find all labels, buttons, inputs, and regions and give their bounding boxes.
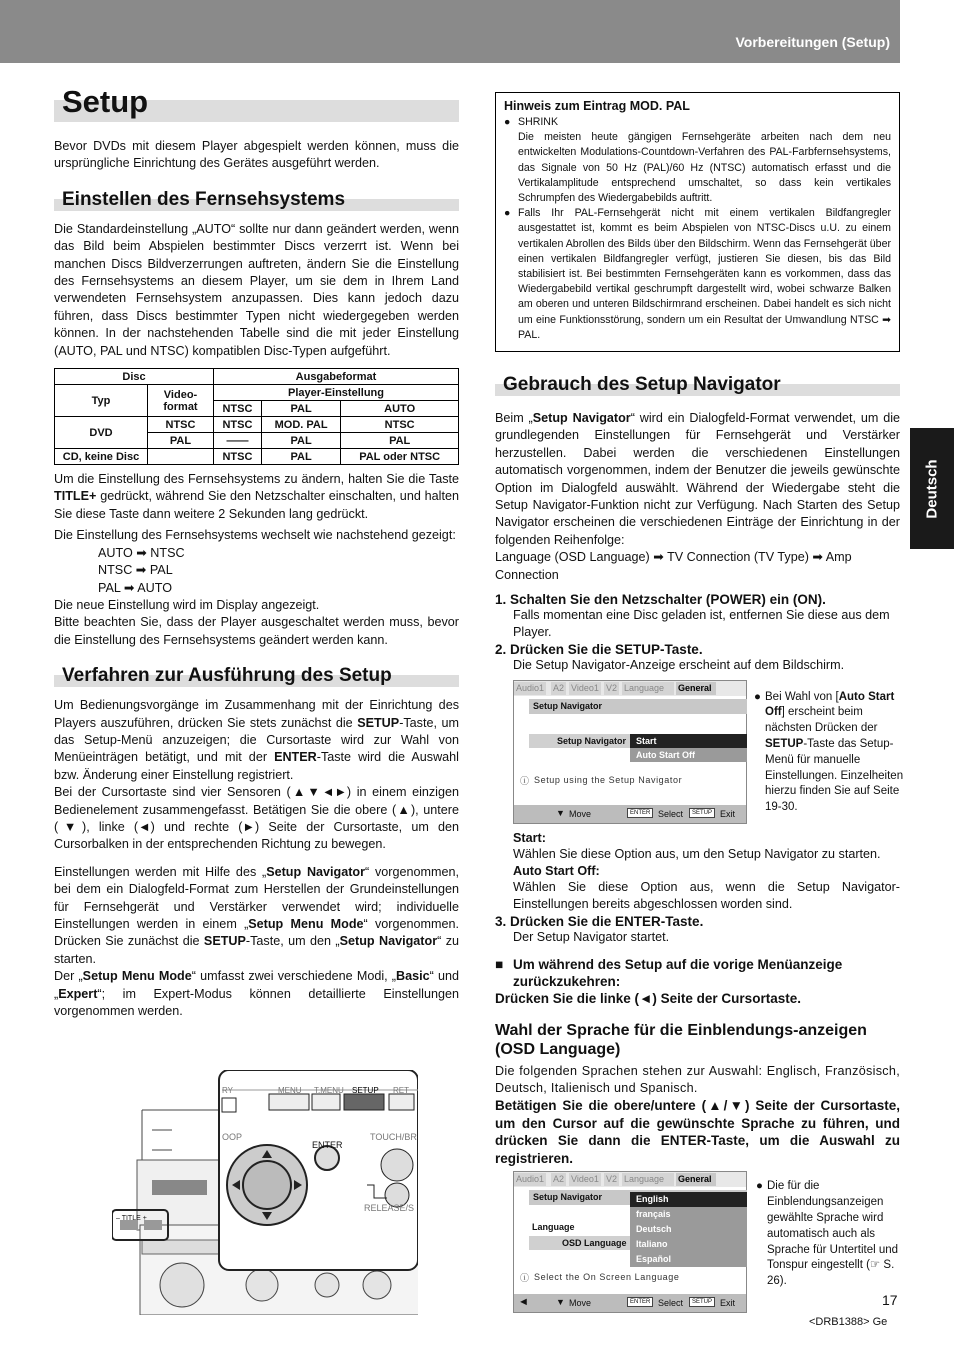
start-title: Start: (513, 830, 546, 845)
table-cell: NTSC (341, 417, 459, 433)
proc-paragraph-3: Einstellungen werden mit Hilfe des „Setup Navigator“ vorgenommen, bei dem ein Dialogfeld-Format zum Herstellen der Grundeinstellungen für Fernsehgerät und Verstärker verwendet wird; individuelle Einstellungen werden in einem „Setup Menu Mode“ vorgenommen. Drücken Sie zunächst die SETUP-Taste, um den „Setup Navigator“ zu starten. (54, 864, 460, 966)
tv-paragraph-3: Die Einstellung des Fernsehsystems wechselt wie nachstehend gezeigt: (54, 528, 456, 543)
heading-procedure: Verfahren zur Ausführung des Setup (54, 665, 459, 687)
table-cell: CD, keine Disc (55, 449, 148, 465)
tab-v2[interactable]: V2 (606, 1174, 618, 1185)
osd-screen-2 (513, 1171, 747, 1313)
osd-screen-1-wrap (513, 680, 904, 830)
device-label-tmenu: T.MENU (314, 1086, 344, 1095)
hint-item-2: ● Falls Ihr PAL-Fernsehgerät nicht mit einem vertikalen Bildfangregler ausgestattet ist, kommt es beim Abspielen von NTSC-Discs u.U. zu einem vertikalen Abrollen des Bilds über den Bildschirm. Wenn das Fernsehgerät über einen vertikalen Bildfangregler verfügt, justieren Sie diesen, bis das Bild stabilisiert ist. Bei bestimmten Fernsehgeräten kann es vorkommen, dass das Wiedergabebild vertikal geschrumpft dargestellt wird, wobei schwarze Balken am oberen und unteren Bildschirmrand erscheinen. Dabei handelt es sich nicht um eine Funktionsstörung, sondern um ein Resultat der Umwandlung NTSC ➡ PAL. (504, 207, 891, 341)
device-label-ret: RET (393, 1086, 409, 1095)
auto-desc: Wählen Sie diese Option aus, wenn die Setup Navigator-Einstellungen bereits abgeschlossen worden sind. (513, 880, 900, 911)
language-tab-label: Deutsch (923, 458, 941, 519)
tab-general[interactable]: General (676, 682, 716, 695)
osd-label-language: Language (532, 1222, 575, 1233)
sequence-3: PAL ➡ AUTO (98, 580, 173, 595)
table-header-video: Video-format (148, 385, 214, 417)
left-column (54, 84, 459, 1024)
tv-paragraph-1: Die Standardeinstellung „AUTO“ sollte nur dann geändert werden, wenn das Bild beim Abspielen bestimmter Discs verzerrt ist. Wenn bei manchen Discs Bildverzerrungen auftreten, ändern Sie die Einstellung des Fernsehsystems an diesem Player, um sie dem in Ihrem Land verwendeten Fernsehsystem anzupassen. Dies kann jedoch dazu führen, dass Discs bestimmter Typen nicht wiedergegeben werden können. In der nachstehenden Tabelle sind die mit jeder Einstellung (AUTO, PAL und NTSC) kompatiblen Disc-Typen aufgeführt. (54, 221, 459, 358)
step-2-text: Die Setup Navigator-Anzeige erscheint auf dem Bildschirm. (513, 658, 845, 673)
back-heading: ■ Um während des Setup auf die vorige Menüanzeige zurückzukehren: (495, 956, 843, 989)
osd-option-start[interactable]: Start (630, 734, 747, 748)
osd-screen-1 (513, 680, 747, 824)
table-cell: PAL oder NTSC (341, 449, 459, 465)
osd-exit-2: Exit (720, 1298, 736, 1309)
table-cell: MOD. PAL (261, 417, 340, 433)
table-cell (148, 449, 214, 465)
proc-paragraph-4: Der „Setup Menu Mode“ umfasst zwei verschiedene Modi, „Basic“ und „Expert“; im Expert-Modus können detaillierte Einstellungen vorgenommen werden. (54, 969, 459, 1019)
table-cell: DVD (55, 417, 148, 449)
hint-title: Hinweis zum Eintrag MOD. PAL (504, 99, 690, 113)
table-col-pal: PAL (261, 401, 340, 417)
hint-item-1: ● SHRINK (504, 116, 559, 128)
device-label-touch: TOUCH/BR (370, 1132, 417, 1142)
table-col-auto: AUTO (341, 401, 459, 417)
right-column (495, 92, 904, 1321)
device-label-setup: SETUP (352, 1086, 379, 1095)
table-cell: PAL (261, 433, 340, 449)
tv-paragraph-2: Um die Einstellung des Fernsehsystems zu ändern, halten Sie die Taste TITLE+ gedrückt, während Sie den Netzschalter einschalten, und halten Sie diese Taste dann weitere 2 Sekunden lang gedrückt. (54, 472, 459, 521)
section-title: Vorbereitungen (Setup) (735, 34, 890, 50)
osd-lang-german[interactable]: Deutsch (630, 1222, 747, 1237)
table-cell: NTSC (148, 417, 214, 433)
osd-select-2: Select (658, 1298, 684, 1309)
back-desc: Drücken Sie die linke (◄) Seite der Cursortaste. (495, 990, 801, 1006)
document-code: <DRB1388> Ge (809, 1316, 888, 1328)
tab-video1[interactable]: Video1 (571, 1174, 599, 1185)
table-cell: —— (214, 433, 262, 449)
device-drawing (112, 1070, 418, 1315)
osd-info-2: Select the On Screen Language (534, 1272, 680, 1283)
osd-body-2 (514, 1187, 746, 1295)
square-bullet-icon: ■ (495, 956, 504, 972)
nav-paragraph-1: Beim „Setup Navigator“ wird ein Dialogfeld-Format verwendet, um die grundlegenden Einstellungen für Fernsehgerät und Verstärker herzustellen. Dabei werden die verschiedenen Einstellungen automatisch vorgenommen, indem der Benutzer die jeweils gewünschte Option im Dialogfeld auswählt. Während der Wiedergabe steht die Setup Navigator-Funktion nicht zur Verfügung. Nach Starten des Setup Navigator erscheinen die verschiedenen Einträge der Einrichtung in der folgenden Reihenfolge: (495, 411, 901, 547)
start-desc: Wählen Sie diese Option aus, um den Setup Navigator zu starten. (513, 847, 881, 862)
tv-paragraph-4: Die neue Einstellung wird im Display angezeigt. (54, 597, 320, 612)
osd-row-label: Setup Navigator (557, 735, 627, 746)
osd-move-2: Move (569, 1298, 592, 1309)
table-cell: PAL (148, 433, 214, 449)
proc-paragraph-2: Bei der Cursortaste sind vier Sensoren (▲▼◄►) in einem einzigen Bedienelement zusammengefasst. Betätigen Sie die obere (▲), untere (▼), linke (◄) und rechte (►) Seite der Cursortaste, um den Cursorbalken in der entsprechenden Richtung zu bewegen. (54, 785, 459, 852)
osd-paragraph-1: Die folgenden Sprachen stehen zur Auswahl: Englisch, Französisch, Deutsch, Italienisch und Spanisch. (495, 1063, 900, 1096)
step-1: 1. Schalten Sie den Netzschalter (POWER) ein (ON). (495, 592, 826, 608)
tab-a2[interactable]: A2 (553, 682, 565, 693)
table-cell: PAL (261, 449, 340, 465)
device-label-release: RELEASE/S (364, 1203, 415, 1213)
page-title: Setup (54, 84, 459, 122)
device-label-title: – TITLE + (116, 1215, 147, 1222)
info-icon: ⓘ (520, 775, 530, 786)
setup-key: SETUP (689, 808, 715, 818)
tab-audio1[interactable]: Audio1 (516, 1174, 545, 1185)
device-illustration (112, 1070, 418, 1315)
move-icon: ▼ (556, 1297, 565, 1308)
table-header-output: Ausgabeformat (214, 369, 459, 385)
move-icon: ▼ (556, 807, 565, 818)
osd-label-osd-language: OSD Language (562, 1238, 627, 1249)
table-cell: NTSC (214, 417, 262, 433)
side-note-1: ● Bei Wahl von [Auto Start Off] erscheint beim nächsten Drücken der SETUP-Taste das Setup-Menü für manuelle Einstellungen. Einzelheiten hierzu finden Sie auf Seite 19-30. (754, 690, 904, 814)
tab-language[interactable]: Language (622, 682, 674, 695)
tab-general[interactable]: General (676, 1173, 716, 1186)
setup-key: SETUP (689, 1297, 715, 1307)
osd-screen-2-wrap (513, 1171, 900, 1321)
tab-a2[interactable]: A2 (553, 1174, 565, 1185)
tab-video1[interactable]: Video1 (571, 682, 599, 693)
osd-option-auto-start-off[interactable]: Auto Start Off (630, 748, 747, 762)
proc-paragraph-1: Um Bedienungsvorgänge im Zusammenhang mit der Einrichtung des Players auszuführen, drücken Sie stets zunächst die SETUP-Taste, um das Setup-Menü anzuzeigen; die Cursortaste wird zur Wahl von Menüeinträgen betätigt, und mit der ENTER-Taste wird die Auswahl bzw. Änderung einer Einstellung registriert. (54, 698, 459, 782)
sequence-2: NTSC ➡ PAL (98, 563, 173, 578)
osd-tabs (514, 681, 746, 695)
enter-key: ENTER (627, 808, 653, 818)
enter-key: ENTER (627, 1297, 653, 1307)
osd-paragraph-2: Betätigen Sie die obere/untere (▲/▼) Seite der Cursortaste, um den Cursor auf die gewünschte Sprache zu führen, und drücken Sie dann die ENTER-Taste, um die Auswahl zu registrieren. (495, 1098, 900, 1166)
heading-tv-system: Einstellen des Fernsehsystems (54, 189, 459, 211)
hint-item-1-text: Die meisten heute gängigen Fernsehgeräte arbeiten nach dem neu entwickelten Modulations-Countdown-Verfahren des PAL-Farbfernsehsystems, das Signale von 50 Hz (PAL)/60 Hz (NTSC) automatisch erfasst und die Vertikalamplitude entsprechend umschaltet, so dass kein vertikales Schrumpfen des Wiedergabebilds auftritt. (518, 131, 891, 205)
side-note-2: ● Die für die Einblendungsanzeigen gewählte Sprache wird automatisch auch als Sprache für Untertitel und Tonspur eingestellt (☞ S. 26). (756, 1180, 899, 1288)
sequence-1: AUTO ➡ NTSC (98, 545, 185, 560)
nav-paragraph-2: Language (OSD Language) ➡ TV Connection (TV Type) ➡ Amp Connection (495, 550, 852, 582)
auto-title: Auto Start Off: (513, 863, 600, 878)
tab-language[interactable]: Language (622, 1173, 674, 1186)
language-tab (910, 428, 954, 549)
osd-body (514, 696, 746, 806)
osd-lang-spanish[interactable]: Español (630, 1252, 747, 1267)
heading-navigator: Gebrauch des Setup Navigator (495, 374, 900, 396)
table-header-type: Typ (55, 385, 148, 417)
table-cell: PAL (341, 433, 459, 449)
osd-exit: Exit (720, 808, 736, 819)
step-1-text: Falls momentan eine Disc geladen ist, entfernen Sie diese aus dem Player. (513, 608, 890, 639)
header-bar (0, 0, 900, 63)
osd-select: Select (658, 808, 684, 819)
osd-footer (514, 805, 746, 823)
intro-text: Bevor DVDs mit diesem Player abgespielt werden können, muss die ursprüngliche Einrichtung des Gerätes ausgeführt werden. (54, 139, 459, 171)
tab-v2[interactable]: V2 (606, 682, 618, 693)
osd-lang-english[interactable]: English (630, 1192, 747, 1207)
osd-lang-french[interactable]: français (630, 1207, 747, 1222)
tab-audio1[interactable]: Audio1 (516, 682, 545, 693)
step-3-text: Der Setup Navigator startet. (513, 930, 670, 945)
step-3: 3. Drücken Sie die ENTER-Taste. (495, 914, 704, 930)
hint-box (495, 92, 900, 352)
table-header-disc: Disc (55, 369, 214, 385)
disc-table (54, 368, 459, 465)
device-label-enter: ENTER (312, 1140, 343, 1150)
osd-move: Move (569, 808, 592, 819)
device-label-menu: MENU (278, 1086, 302, 1095)
table-cell: NTSC (214, 449, 262, 465)
step-2: 2. Drücken Sie die SETUP-Taste. (495, 642, 703, 658)
info-icon: ⓘ (520, 1273, 530, 1284)
table-col-ntsc: NTSC (214, 401, 262, 417)
osd-footer-2 (514, 1294, 746, 1312)
tv-paragraph-5: Bitte beachten Sie, dass der Player ausgeschaltet werden muss, bevor die Einstellung des Fernsehsystems geändert werden kann. (54, 615, 459, 647)
back-arrow-icon: ◄ (518, 1296, 529, 1309)
osd-lang-italian[interactable]: Italiano (630, 1237, 747, 1252)
osd-title: Setup Navigator (529, 699, 747, 714)
page-number: 17 (882, 1292, 898, 1308)
osd-title-2: Setup Navigator (529, 1190, 747, 1205)
device-label-loop: OOP (222, 1132, 243, 1142)
osd-info: Setup using the Setup Navigator (534, 774, 683, 785)
heading-osd-language: Wahl der Sprache für die Einblendungs-anzeigen (OSD Language) (495, 1021, 867, 1058)
osd-tabs-2 (514, 1172, 746, 1186)
table-header-player: Player-Einstellung (214, 385, 459, 401)
device-label-ry: RY (222, 1086, 233, 1095)
